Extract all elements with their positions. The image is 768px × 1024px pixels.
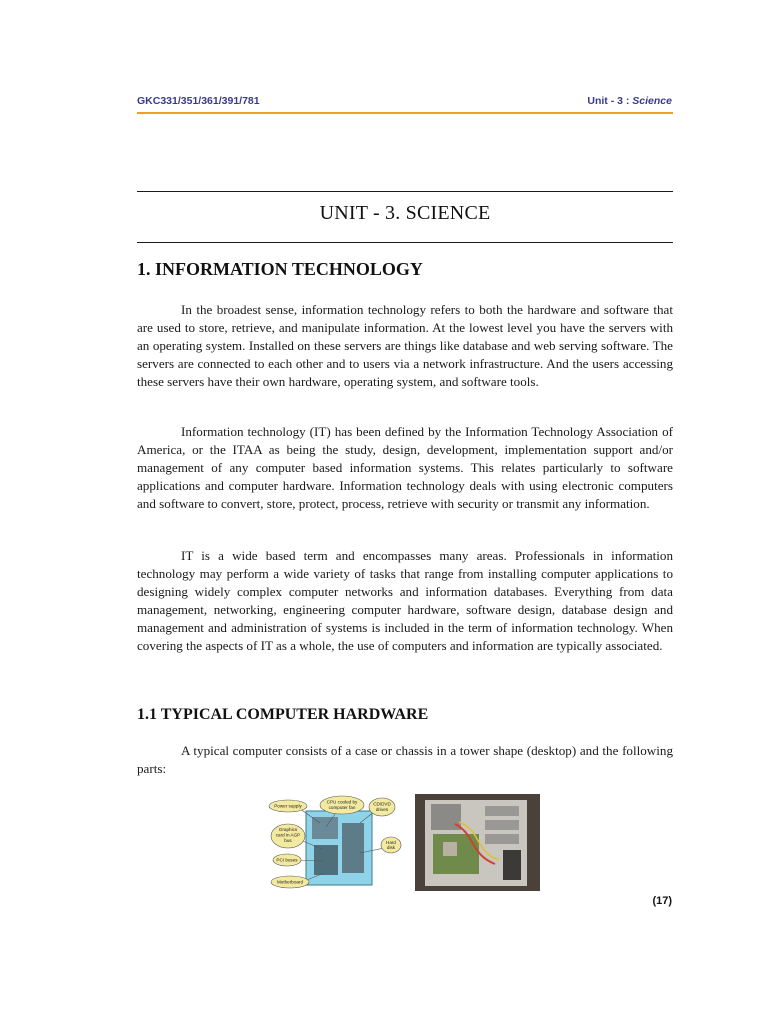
label-pci: PCI buses	[276, 857, 298, 863]
label-hard-line1: Hard	[386, 840, 396, 845]
label-cd-line1: CD/DVD	[373, 801, 391, 807]
unit-reference	[587, 95, 672, 107]
label-graphics-line3: bus	[284, 838, 292, 843]
unit-prefix: Unit - 3 :	[587, 95, 633, 107]
label-cd-line2: drives	[375, 807, 389, 812]
label-motherboard: Motherboard	[276, 879, 304, 885]
course-code: GKC331/351/361/391/781	[137, 95, 260, 107]
title-top-rule	[137, 191, 673, 192]
label-graphics-line1: Graphics	[278, 827, 298, 832]
section-heading-information-technology: 1. INFORMATION TECHNOLOGY	[137, 259, 423, 279]
computer-parts-diagram	[268, 793, 410, 893]
label-cpu-line1: CPU cooled by	[326, 799, 358, 805]
case-interior-image	[415, 794, 540, 891]
label-graphics-line2: card in AGP	[275, 832, 301, 838]
paragraph-typical-computer: A typical computer consists of a case or chassis in a tower shape (desktop) and the following parts:	[137, 743, 673, 776]
unit-title: UNIT - 3. SCIENCE	[319, 202, 491, 224]
title-bottom-rule	[137, 242, 673, 243]
paragraph-wide-based-term: IT is a wide based term and encompasses many areas. Professionals in information technology may perform a wide variety of tasks that range from installing computer applications to designing widely complex computer networks and information databases. Everything from data management, networking, engineering computer hardware, software design, database design and management and administration of systems is included in the term of information technology. When covering the aspects of IT as a whole, the use of computers and information are typically associated.	[137, 548, 673, 653]
header-rule	[137, 112, 673, 114]
label-power-supply: Power supply	[274, 803, 302, 809]
unit-subject: Science	[632, 95, 672, 107]
page-number: (17)	[652, 895, 672, 907]
label-cpu-line2: computer fan	[328, 805, 356, 810]
label-hard-line2: disk	[386, 845, 396, 850]
paragraph-broadest-sense: In the broadest sense, information technology refers to both the hardware and software that are used to store, retrieve, and manipulate information. At the lowest level you have the servers with an operating system. Installed on these servers are things like database and web serving software. The servers are connected to each other and to users via a network infrastructure. And the users accessing these servers have their own hardware, operating system, and software tools.	[137, 302, 673, 389]
computer-case-photo	[415, 794, 540, 891]
paragraph-itaa-definition: Information technology (IT) has been defined by the Information Technology Association of America, or the ITAA as being the study, design, development, implementation support and/or management of any computer based information systems. This relates particularly to software applications and computer hardware. Information technology deals with using electronic computers and software to convert, store, protect, process, retrieve with security or transmit any information.	[137, 424, 673, 511]
section-heading-computer-hardware: 1.1 TYPICAL COMPUTER HARDWARE	[137, 706, 429, 723]
page-header	[137, 95, 672, 113]
